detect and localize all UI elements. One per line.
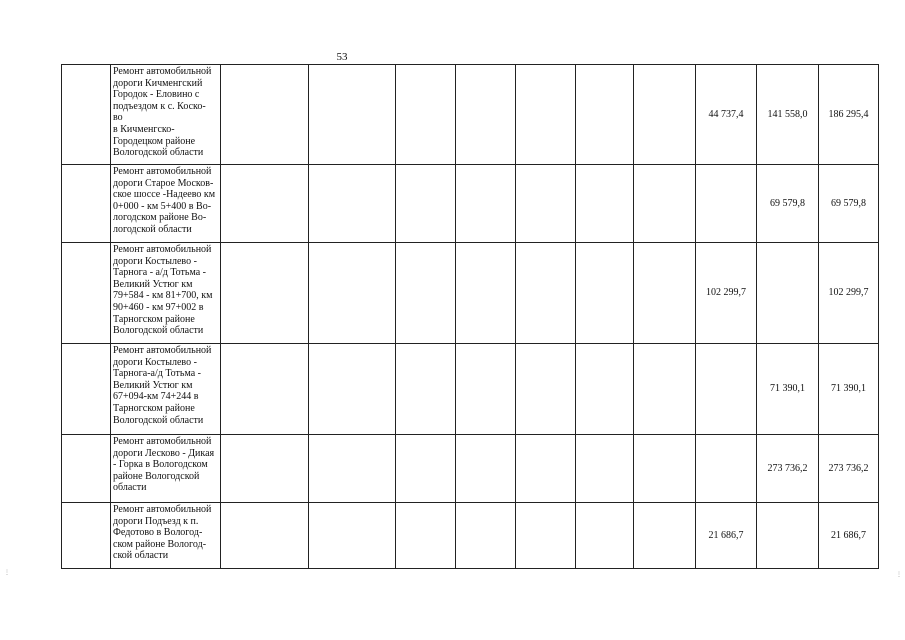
project-description: Ремонт автомобильной дороги Лесково - Дикая - Горка в Вологодском районе Вологодской области bbox=[111, 435, 221, 503]
empty-cell bbox=[396, 65, 456, 165]
empty-cell bbox=[221, 503, 309, 569]
empty-cell bbox=[221, 344, 309, 435]
empty-cell bbox=[634, 165, 696, 243]
empty-cell bbox=[309, 165, 396, 243]
empty-cell bbox=[634, 65, 696, 165]
empty-cell bbox=[309, 243, 396, 344]
row-number-cell bbox=[62, 65, 111, 165]
empty-cell bbox=[456, 344, 516, 435]
project-description: Ремонт автомобильной дороги Старое Москов- ское шоссе -Надеево км 0+000 - км 5+400 в Во- логодском районе Во- логодской области bbox=[111, 165, 221, 243]
empty-cell bbox=[456, 243, 516, 344]
empty-cell bbox=[396, 503, 456, 569]
empty-cell bbox=[576, 503, 634, 569]
amount-cell-a bbox=[696, 435, 757, 503]
row-number-cell bbox=[62, 243, 111, 344]
row-number-cell bbox=[62, 503, 111, 569]
table-row bbox=[62, 65, 879, 165]
table-row bbox=[62, 165, 879, 243]
empty-cell bbox=[221, 435, 309, 503]
empty-cell bbox=[516, 503, 576, 569]
project-description: Ремонт автомобильной дороги Костылево - Тарнога-а/д Тотьма - Великий Устюг км 67+094-км 74+244 в Тарногском районе Вологодской области bbox=[111, 344, 221, 435]
total-amount-cell: 21 686,7 bbox=[819, 503, 879, 569]
empty-cell bbox=[221, 165, 309, 243]
project-description: Ремонт автомобильной дороги Костылево - Тарнога - а/д Тотьма - Великий Устюг км 79+584 - км 81+700, км 90+460 - км 97+002 в Тарногском районе Вологодской области bbox=[111, 243, 221, 344]
table-row bbox=[62, 243, 879, 344]
empty-cell bbox=[456, 165, 516, 243]
empty-cell bbox=[221, 65, 309, 165]
empty-cell bbox=[516, 165, 576, 243]
amount-cell-b: 71 390,1 bbox=[757, 344, 819, 435]
amount-cell-a bbox=[696, 344, 757, 435]
empty-cell bbox=[576, 243, 634, 344]
empty-cell bbox=[576, 65, 634, 165]
amount-cell-b: 141 558,0 bbox=[757, 65, 819, 165]
empty-cell bbox=[396, 344, 456, 435]
row-number-cell bbox=[62, 165, 111, 243]
project-description: Ремонт автомобильной дороги Кичменгский Городок - Еловино с подъездом к с. Коско- во в Кичменгско- Городецком районе Вологодской области bbox=[111, 65, 221, 165]
budget-table bbox=[61, 64, 879, 569]
empty-cell bbox=[516, 243, 576, 344]
empty-cell bbox=[456, 503, 516, 569]
amount-cell-a: 21 686,7 bbox=[696, 503, 757, 569]
empty-cell bbox=[309, 344, 396, 435]
row-number-cell bbox=[62, 344, 111, 435]
empty-cell bbox=[221, 243, 309, 344]
empty-cell bbox=[396, 165, 456, 243]
empty-cell bbox=[634, 503, 696, 569]
table-row bbox=[62, 435, 879, 503]
empty-cell bbox=[516, 65, 576, 165]
empty-cell bbox=[309, 435, 396, 503]
scan-artifact: ⋮ bbox=[896, 572, 902, 578]
amount-cell-b: 273 736,2 bbox=[757, 435, 819, 503]
total-amount-cell: 69 579,8 bbox=[819, 165, 879, 243]
amount-cell-b bbox=[757, 243, 819, 344]
total-amount-cell: 186 295,4 bbox=[819, 65, 879, 165]
empty-cell bbox=[576, 165, 634, 243]
amount-cell-b bbox=[757, 503, 819, 569]
table-row bbox=[62, 344, 879, 435]
empty-cell bbox=[634, 435, 696, 503]
empty-cell bbox=[516, 435, 576, 503]
empty-cell bbox=[456, 65, 516, 165]
empty-cell bbox=[576, 435, 634, 503]
empty-cell bbox=[456, 435, 516, 503]
empty-cell bbox=[634, 344, 696, 435]
empty-cell bbox=[516, 344, 576, 435]
empty-cell bbox=[309, 65, 396, 165]
empty-cell bbox=[396, 435, 456, 503]
amount-cell-a bbox=[696, 165, 757, 243]
row-number-cell bbox=[62, 435, 111, 503]
page-number: 53 bbox=[336, 51, 348, 63]
empty-cell bbox=[309, 503, 396, 569]
amount-cell-b: 69 579,8 bbox=[757, 165, 819, 243]
empty-cell bbox=[634, 243, 696, 344]
scan-artifact: ⋮ bbox=[4, 570, 10, 576]
total-amount-cell: 71 390,1 bbox=[819, 344, 879, 435]
empty-cell bbox=[396, 243, 456, 344]
empty-cell bbox=[576, 344, 634, 435]
table-row bbox=[62, 503, 879, 569]
project-description: Ремонт автомобильной дороги Подъезд к п. Федотово в Вологод- ском районе Вологод- ской области bbox=[111, 503, 221, 569]
total-amount-cell: 273 736,2 bbox=[819, 435, 879, 503]
amount-cell-a: 102 299,7 bbox=[696, 243, 757, 344]
amount-cell-a: 44 737,4 bbox=[696, 65, 757, 165]
total-amount-cell: 102 299,7 bbox=[819, 243, 879, 344]
